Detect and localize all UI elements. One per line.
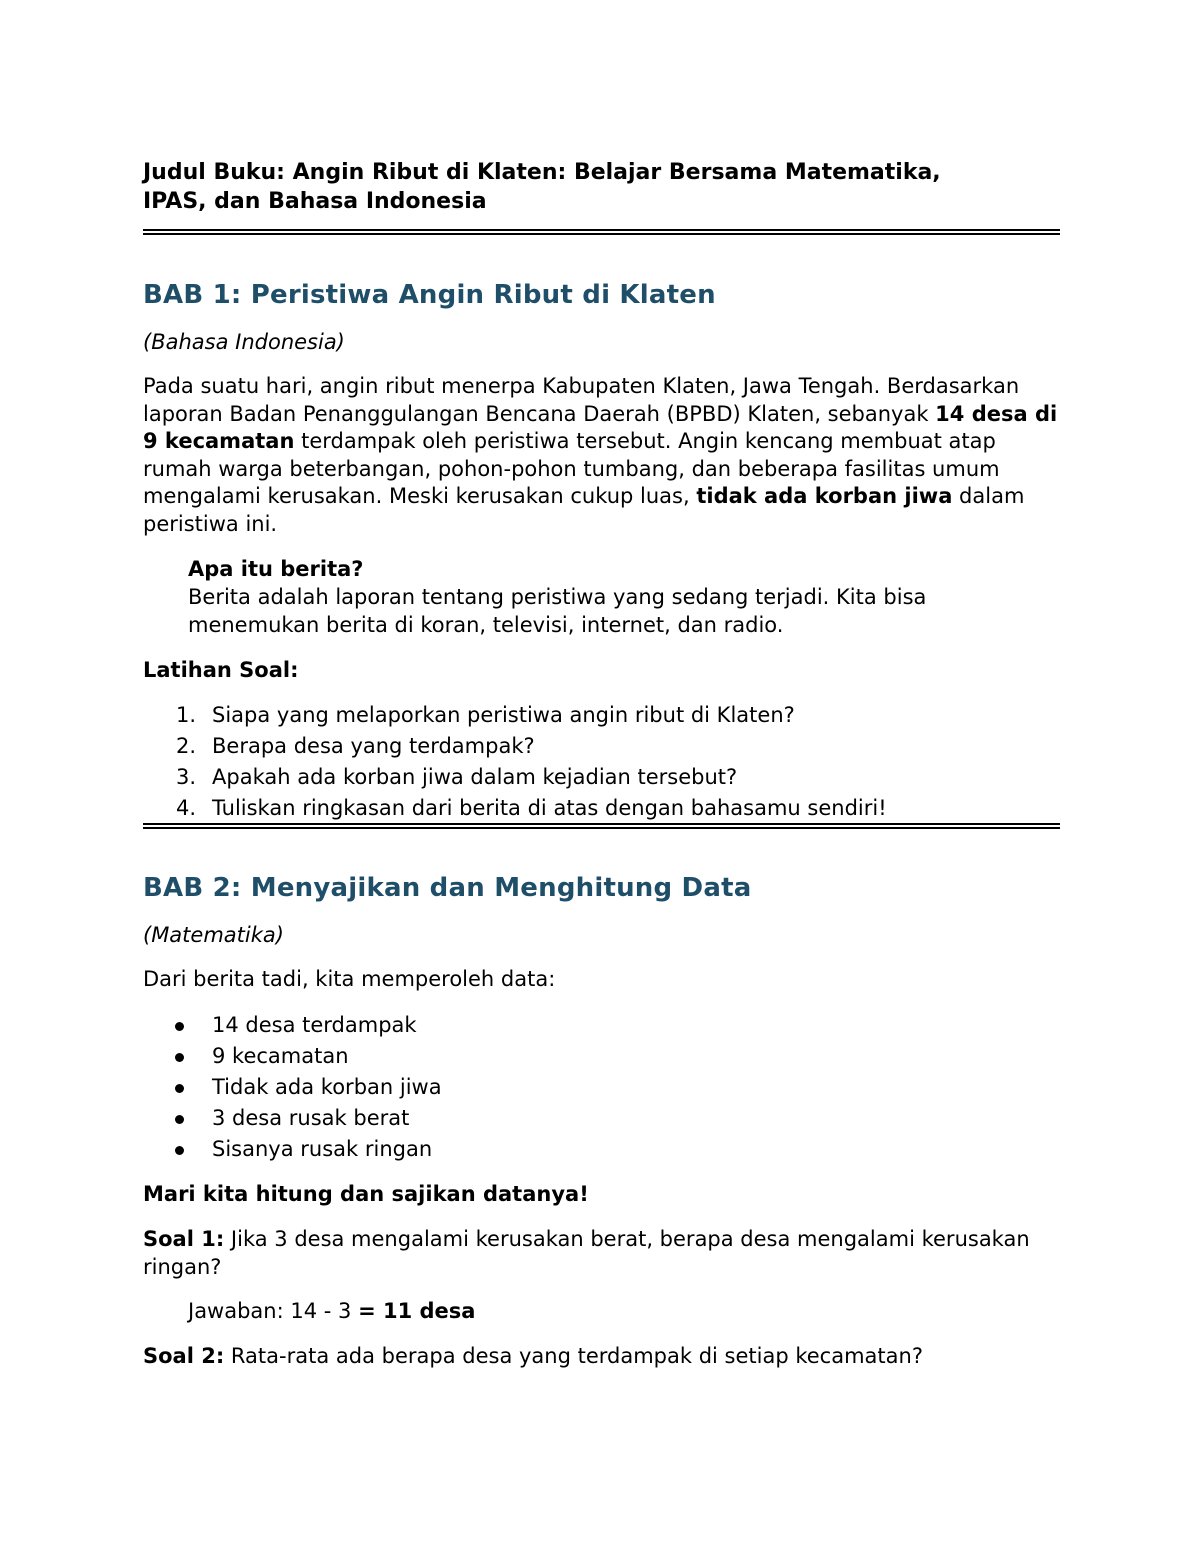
bullet-icon <box>175 1022 184 1031</box>
list-item <box>143 700 1060 731</box>
data-item-text: 9 kecamatan <box>212 1044 349 1068</box>
question-number: 1. <box>176 703 197 727</box>
question-text: Apakah ada korban jiwa dalam kejadian tersebut? <box>212 765 738 789</box>
bab1-paragraph-part1: Pada suatu hari, angin ribut menerpa Kabupaten Klaten, Jawa Tengah. Berdasarkan laporan Badan Penanggulangan Bencana Daerah (BPBD) Klaten, sebanyak <box>143 374 1020 426</box>
info-question: Apa itu berita? <box>188 557 364 581</box>
data-list <box>143 1010 1060 1165</box>
bullet-icon <box>175 1146 184 1155</box>
bab1-heading: BAB 1: Peristiwa Angin Ribut di Klaten <box>143 280 716 310</box>
bullet-icon <box>175 1053 184 1062</box>
divider-middle <box>143 823 1060 829</box>
bullet-icon <box>175 1115 184 1124</box>
list-item <box>143 731 1060 762</box>
question-text: Siapa yang melaporkan peristiwa angin ribut di Klaten? <box>212 703 795 727</box>
calc-label: Mari kita hitung dan sajikan datanya! <box>143 1182 589 1206</box>
divider-top <box>143 229 1060 235</box>
bab1-paragraph-part3: dalam peristiwa ini. <box>143 484 1025 536</box>
data-item-text: Tidak ada korban jiwa <box>212 1075 442 1099</box>
soal1-answer-result: = 11 desa <box>358 1299 476 1323</box>
info-box <box>188 555 1008 639</box>
question-number: 4. <box>176 796 197 820</box>
bab1-paragraph <box>143 373 1060 538</box>
bullet-icon <box>175 1084 184 1093</box>
bab2-heading: BAB 2: Menyajikan dan Menghitung Data <box>143 873 752 903</box>
question-list <box>143 700 1060 824</box>
soal2-text: Rata-rata ada berapa desa yang terdampak di setiap kecamatan? <box>224 1344 923 1368</box>
bab2-intro: Dari berita tadi, kita memperoleh data: <box>143 967 556 991</box>
data-item-text: 14 desa terdampak <box>212 1013 417 1037</box>
question-text: Tuliskan ringkasan dari berita di atas dengan bahasamu sendiri! <box>212 796 887 820</box>
list-item <box>143 1103 1060 1134</box>
list-item <box>143 793 1060 824</box>
question-number: 2. <box>176 734 197 758</box>
soal1-answer <box>188 1297 1008 1325</box>
list-item <box>143 762 1060 793</box>
exercise-label: Latihan Soal: <box>143 658 299 682</box>
soal2-label: Soal 2: <box>143 1344 225 1368</box>
book-title-line2: IPAS, dan Bahasa Indonesia <box>143 189 487 214</box>
soal1-text: Jika 3 desa mengalami kerusakan berat, berapa desa mengalami kerusakan ringan? <box>143 1227 1030 1279</box>
list-item <box>143 1134 1060 1165</box>
bab1-subject: (Bahasa Indonesia) <box>143 330 345 354</box>
soal1-label: Soal 1: <box>143 1227 225 1251</box>
book-title <box>143 158 1060 216</box>
soal1 <box>143 1226 1060 1281</box>
question-number: 3. <box>176 765 197 789</box>
bab1-paragraph-bold1: 14 desa di 9 kecamatan <box>143 401 1058 453</box>
bab1-paragraph-part2: terdampak oleh peristiwa tersebut. Angin kencang membuat atap rumah warga beterbangan, pohon-pohon tumbang, dan beberapa fasilitas umum mengalami kerusakan. Meski kerusakan cukup luas, <box>143 429 1000 508</box>
info-answer: Berita adalah laporan tentang peristiwa yang sedang terjadi. Kita bisa menemukan berita di koran, televisi, internet, dan radio. <box>188 585 927 637</box>
question-text: Berapa desa yang terdampak? <box>212 734 535 758</box>
list-item <box>143 1010 1060 1041</box>
soal2 <box>143 1343 1060 1371</box>
data-item-text: Sisanya rusak ringan <box>212 1137 433 1161</box>
list-item <box>143 1072 1060 1103</box>
bab2-subject: (Matematika) <box>143 923 284 947</box>
data-item-text: 3 desa rusak berat <box>212 1106 410 1130</box>
book-title-line1: Judul Buku: Angin Ribut di Klaten: Belajar Bersama Matematika, <box>143 160 941 185</box>
soal1-answer-prefix: Jawaban: 14 - 3 <box>188 1299 359 1323</box>
bab1-paragraph-bold2: tidak ada korban jiwa <box>696 484 953 508</box>
list-item <box>143 1041 1060 1072</box>
